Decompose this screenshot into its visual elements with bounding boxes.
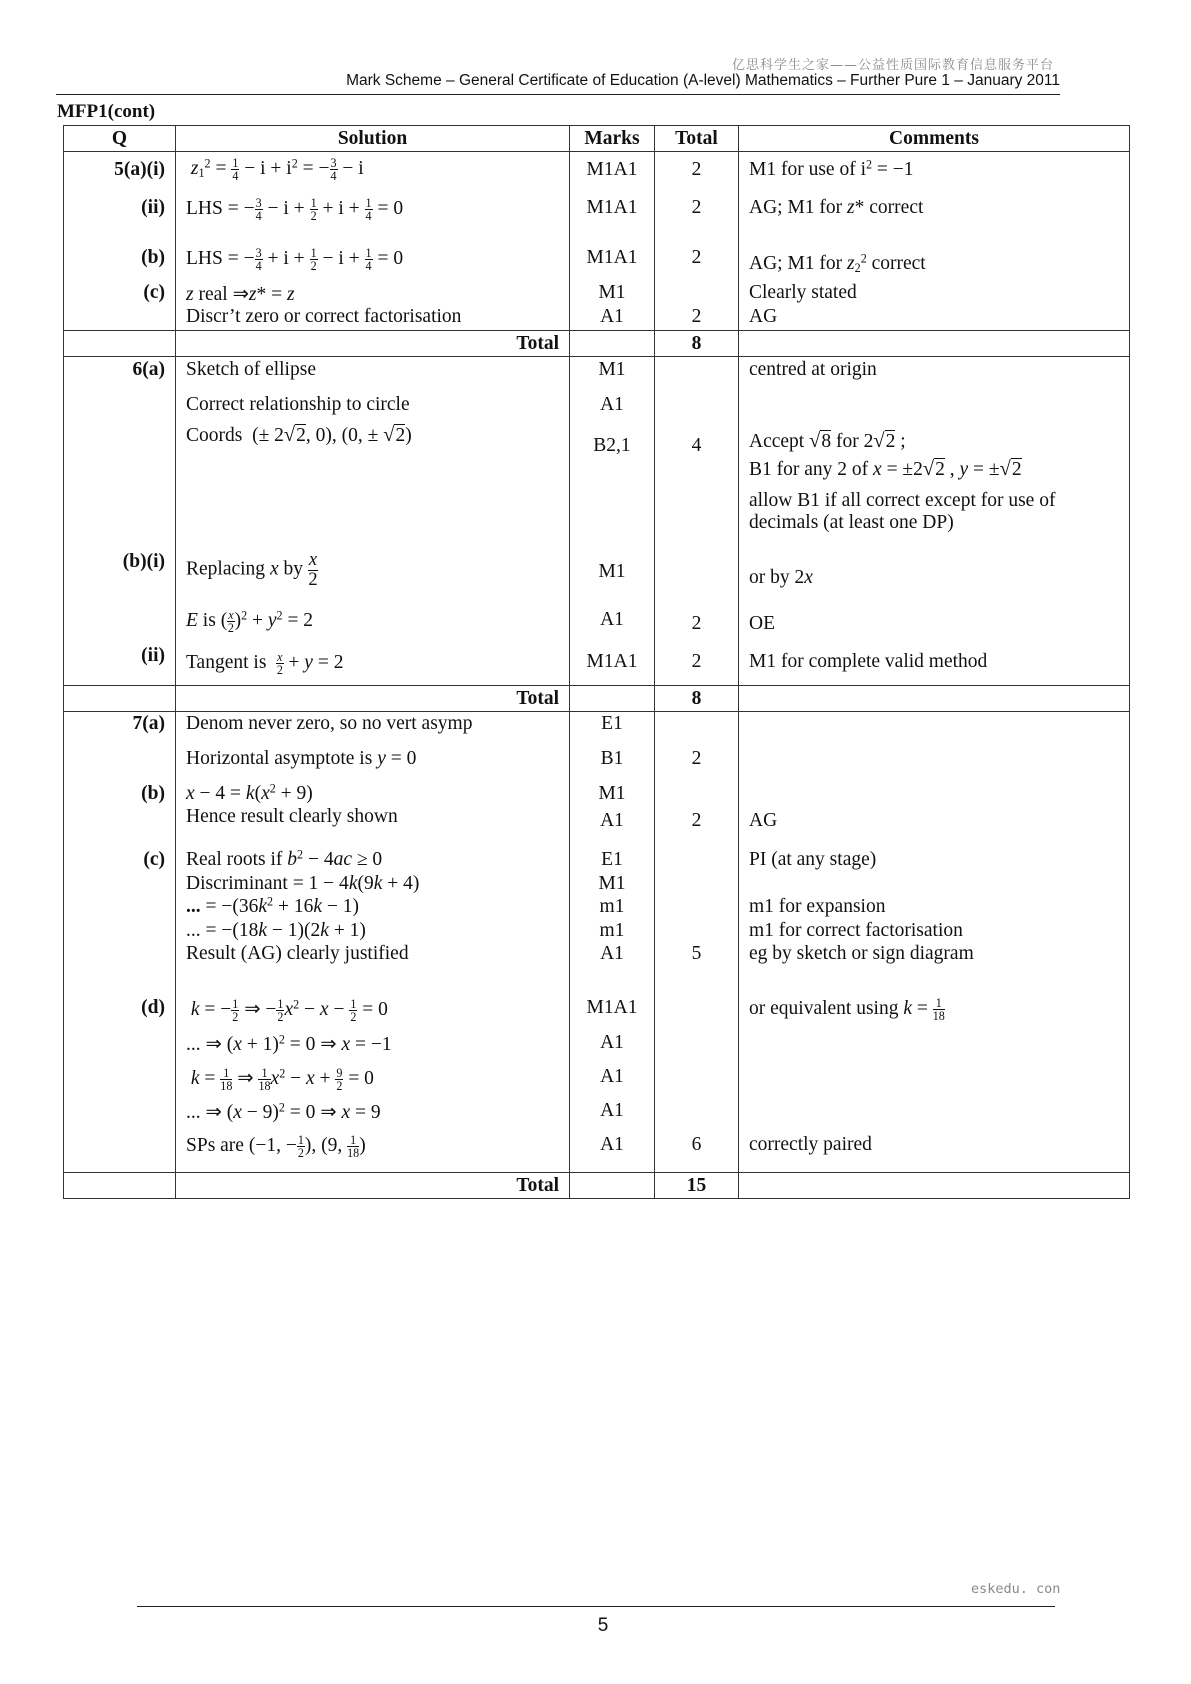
q7-comments: AG PI (at any stage) m1 for expansion m1 for correct factorisation eg by sketch or sign diagram or equivalent using k = $\frac{1}{18}$ correctly paired bbox=[739, 712, 1130, 1173]
q7d-comment-1: or equivalent using k = $\frac{1}{18}$ bbox=[749, 996, 945, 1024]
q5-solutions bbox=[176, 152, 570, 331]
q5-totals: 2 2 2 2 bbox=[655, 152, 739, 331]
q6-labels: 6(a) (b)(i) (ii) bbox=[64, 357, 176, 686]
col-total: Total bbox=[655, 126, 739, 152]
q5c-solution-2: Discr’t zero or correct factorisation bbox=[186, 306, 462, 327]
table-row-q7 bbox=[64, 712, 1130, 1173]
mark-scheme-table bbox=[63, 125, 1130, 1199]
q5aii-solution: LHS = − $\frac{3}{4}$ − i + $\frac{1}{2}$ + i + $\frac{1}{4}$ = 0 bbox=[186, 196, 404, 224]
table-header-row bbox=[64, 126, 1130, 152]
q7d-solution-1: k = − $\frac{1}{2}$ ⇒ − $\frac{1}{2}$ $x^2 - x$ − $\frac{1}{2}$ = 0 bbox=[190, 996, 388, 1025]
q5ai-solution: $z_1^2$ = $\frac{1}{4}$ − $i + i^2$ = − $\frac{3}{4}$ − i bbox=[190, 156, 364, 184]
q5ai-comment: M1 for use of $i^2 = -1$ bbox=[749, 157, 914, 180]
q7a-solution-2: Horizontal asymptote is y = 0 bbox=[186, 748, 417, 769]
col-q: Q bbox=[64, 126, 176, 152]
q6a-coords: Coords (± 2√2, 0), (0, ± √2) bbox=[186, 424, 412, 446]
footer-brand: eskedu. con bbox=[971, 1581, 1061, 1597]
q6bii-solution: Tangent is $\frac{x}{2}$ + y = 2 bbox=[186, 650, 344, 678]
q6bi-comment-1: or by 2x bbox=[749, 567, 813, 588]
q7d-solution-3: k = $\frac{1}{18}$ ⇒ $\frac{1}{18}$ $x^2 - x$ + $\frac{9}{2}$ = 0 bbox=[190, 1065, 374, 1094]
table-row-q7-total bbox=[64, 1173, 1130, 1199]
q7-total-label: Total bbox=[176, 1173, 570, 1199]
q5-total-value: 8 bbox=[655, 331, 739, 357]
q6-comments: centred at origin Accept √8 for 2√2 ; B1 for any 2 of x = ±2√2 , y = ±√2 allow B1 if all correct except for use of decimals (at least one DP) or by 2x OE M1 for complete valid method bbox=[739, 357, 1130, 686]
q7d-solution-4: ... ⇒ $(x - 9)^2 = 0$ ⇒ x = 9 bbox=[186, 1100, 381, 1123]
q5-comments: M1 for use of $i^2 = -1$ AG; M1 for z* correct AG; M1 for $z_2^2$ correct Clearly stated AG bbox=[739, 152, 1130, 331]
q7-total-value: 15 bbox=[655, 1173, 739, 1199]
q7c-solution-3: ... = $-(36k^2 + 16k - 1)$ bbox=[186, 894, 359, 917]
q5c-solution-1: z real ⇒z* = z bbox=[186, 284, 295, 305]
q7-labels: 7(a) (b) (c) (d) bbox=[64, 712, 176, 1173]
table-row-q5-total bbox=[64, 331, 1130, 357]
q7c-solution-2: Discriminant = 1 − 4k(9k + 4) bbox=[186, 873, 420, 894]
footer-rule bbox=[137, 1606, 1055, 1607]
header-title: Mark Scheme – General Certificate of Education (A-level) Mathematics – Further Pure 1 – January 2011 bbox=[346, 72, 1060, 89]
col-marks: Marks bbox=[570, 126, 655, 152]
header-rule bbox=[56, 94, 1060, 95]
section-title: MFP1(cont) bbox=[57, 101, 156, 122]
q7c-solution-4: ... = −(18k − 1)(2k + 1) bbox=[186, 920, 366, 941]
q7-totals: 2 2 5 6 bbox=[655, 712, 739, 1173]
q5-total-label: Total bbox=[176, 331, 570, 357]
table-row-q5 bbox=[64, 152, 1130, 331]
q6-total-label: Total bbox=[176, 686, 570, 712]
q6-solutions: Sketch of ellipse Correct relationship to circle Coords (± 2√2, 0), (0, ± √2) Replacing x by $\frac{x}{2}$ E is ( $\frac{x}{2}$ )$^2 + y^2 = 2$ Tangent is $\frac{x}{2}$ + y = 2 bbox=[176, 357, 570, 686]
q5-labels: 5(a)(i) (ii) (b) (c) bbox=[64, 152, 176, 331]
col-solution: Solution bbox=[176, 126, 570, 152]
q7b-solution-1: $x - 4 = k(x^2 + 9)$ bbox=[186, 781, 313, 804]
table-row-q6-total bbox=[64, 686, 1130, 712]
q6a-comment-accept: Accept √8 for 2√2 ; bbox=[749, 430, 906, 452]
q6-marks: M1 A1 B2,1 M1 A1 M1A1 bbox=[570, 357, 655, 686]
q6bi-solution-2: E is ( $\frac{x}{2}$ )$^2 + y^2 = 2$ bbox=[186, 608, 314, 636]
q7d-solution-5: SPs are (−1, − $\frac{1}{2}$ ), (9, $\frac{1}{18}$ ) bbox=[186, 1133, 366, 1161]
q6bi-solution-1: Replacing x by $\frac{x}{2}$ bbox=[186, 549, 318, 590]
q6a-comment-b1: B1 for any 2 of x = ±2√2 , y = ±√2 bbox=[749, 458, 1022, 480]
q5aii-comment: AG; M1 for z* correct bbox=[749, 197, 924, 218]
table-row-q6 bbox=[64, 357, 1130, 686]
header-watermark: 亿思科学生之家——公益性质国际教育信息服务平台 bbox=[731, 58, 1054, 73]
q6-total-value: 8 bbox=[655, 686, 739, 712]
q5-marks: M1A1 M1A1 M1A1 M1 A1 bbox=[570, 152, 655, 331]
q7-marks: E1 B1 M1 A1 E1 M1 m1 m1 A1 M1A1 A1 A1 A1 A1 bbox=[570, 712, 655, 1173]
page-number: 5 bbox=[597, 1615, 609, 1636]
col-comments: Comments bbox=[739, 126, 1130, 152]
q7-solutions: Denom never zero, so no vert asymp Horizontal asymptote is y = 0 $x - 4 = k(x^2 + 9)$ Hence result clearly shown Real roots if $b^2 - 4ac \ge 0$ Discriminant = 1 − 4k(9k + 4) ... = $-(36k^2 + 16k - 1)$ ... = −(18k − 1)(2k + 1) Result (AG) clearly justified k = − $\frac{1}{2}$ ⇒ − $\frac{1}{2}$ $x^2 - x$ − $\frac{1}{2}$ = 0 ... ⇒ $(x + 1)^2 = 0$ ⇒ x = −1 k = $\frac{1}{18}$ ⇒ $\frac{1}{18}$ $x^2 - x$ + $\frac{9}{2}$ = 0 ... ⇒ $(x - 9)^2 = 0$ ⇒ x = 9 SPs are (−1, − $\frac{1}{2}$ ), (9, $\frac{1}{18}$ ) bbox=[176, 712, 570, 1173]
q6-totals: 4 2 2 bbox=[655, 357, 739, 686]
q7d-solution-2: ... ⇒ $(x + 1)^2 = 0$ ⇒ x = −1 bbox=[186, 1032, 392, 1055]
q5b-solution: LHS = − $\frac{3}{4}$ + i + $\frac{1}{2}$ − i + $\frac{1}{4}$ = 0 bbox=[186, 246, 404, 274]
q7c-solution-1: Real roots if $b^2 - 4ac \ge 0$ bbox=[186, 847, 383, 870]
q5b-comment: AG; M1 for $z_2^2$ correct bbox=[749, 251, 926, 276]
